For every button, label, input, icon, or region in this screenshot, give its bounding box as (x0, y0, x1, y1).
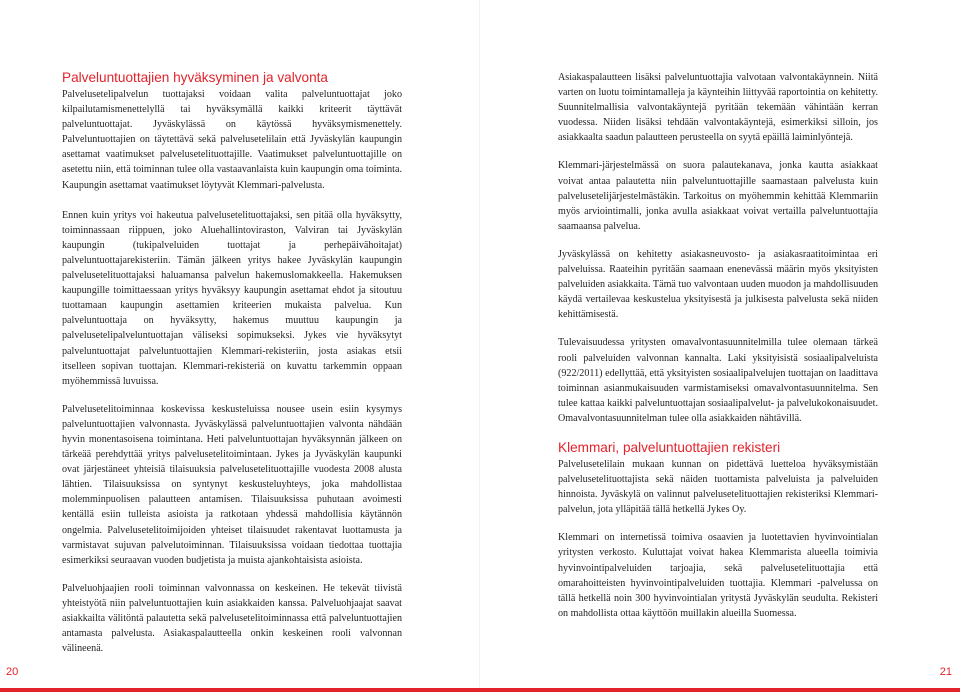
intro-paragraph: Palvelusetelipalvelun tuottajaksi voidaan valita palveluntuottajat joko kilpailutamismenettelyllä tai hyväksymällä kaikki kriteerit täyttävät palveluntuottajat. Jyväskylässä on käytössä hyväksymismenettely. Palveluntuottajien on täytettävä sekä palvelusetelilain että Jyväskylän kaupungin asettamat vaatimukset palvelusetelituottajille. Vaatimukset palveluntuottajille on asetettu niin, että toiminnan tulee olla vastaavanlaista kuin kaupungin oma toiminta. Kaupungin asettamat vaatimukset löytyvät Klemmari-palvelusta. (62, 89, 402, 191)
section-heading-approval: Palveluntuottajien hyväksyminen ja valvonta (62, 70, 328, 85)
body-paragraph: Tulevaisuudessa yritysten omavalvontasuunnitelmilla tulee olemaan tärkeä rooli palveluiden valvonnan kannalta. Laki yksityisistä sosiaalipalveluista (922/2011) edellyttää, että yksityisten sosiaalipalvelujen tuottajan on laadittava toiminnan asianmukaisuuden varmistamiseksi omavalvontasuunnitelma. Sen tulee kattaa kaikki palveluntuottajan sosiaalipalvelut- ja palvelukokonaisuudet. Omavalvontasuunnitelman tulee olla asiakkaiden nähtävillä. (558, 337, 878, 424)
bottom-accent-rule (0, 688, 960, 692)
body-paragraph: Klemmari-järjestelmässä on suora palautekanava, jonka kautta asiakkaat voivat antaa palautetta niin palveluntuottajille saamastaan palvelusta kuin palvelusetelijärjestelmästäkin. Tarkoitus on myöhemmin kehittää Klemmariin myös arviointimalli, jonka avulla asiakkaat voivat vertailla palveluntuottajia saamaansa palvelua. (558, 160, 878, 232)
page-number-left: 20 (6, 666, 19, 678)
body-paragraph: Palvelusetelilain mukaan kunnan on pidettävä luetteloa hyväksymistään palvelusetelituottajista sekä näiden tuottamista palveluista ja palveluiden hinnoista. Jyväskylä on valinnut palvelusetelituottajien rekisteriksi Klemmari-palvelun, jota ylläpitää tällä hetkellä Jykes Oy. (558, 458, 878, 516)
left-column (62, 70, 402, 669)
body-paragraph: Asiakaspalautteen lisäksi palveluntuottajia valvotaan valvontakäynnein. Niitä varten on luotu toimintamalleja ja käynteihin liittyvää raportointia on kehitetty. Suunnitelmallisia valvontakäyntejä pyritään tekemään vähintään kerran vuodessa. Niiden lisäksi tehdään valvontakäyntejä, esimerkiksi silloin, jos asiakkaalta saadun palautteen perusteella on syytä epäillä laiminlyöntejä. (558, 72, 878, 144)
body-paragraph: Palveluohjaajien rooli toiminnan valvonnassa on keskeinen. He tekevät tiivistä yhteistyötä niin palveluntuottajien kuin asiakkaiden kanssa. Palveluohjaajat saavat asiakkailta välitöntä palautetta sekä palvelusetelitoiminnassa että palveluntuottajien antamasta palvelusta. Asiakaspalautteella onkin keskeinen rooli valvonnan välineenä. (62, 582, 402, 655)
body-paragraph: Klemmari on internetissä toimiva osaavien ja luotettavien hyvinvointialan yritysten verkosto. Kuluttajat voivat hakea Klemmarista alueella toimivia hyvinvointipalveluiden tarjoajia, sekä palvelusetelituottajia että omarahoitteisten hyvinvointipalveluiden tuottajia. Klemmari -palvelussa on tällä hetkellä noin 300 hyvinvointialan yritystä Jyväskylän seudulta. Rekisteri on mahdollista ottaa käyttöön muillakin alueilla Suomessa. (558, 532, 878, 619)
right-column (558, 70, 878, 634)
right-page (480, 0, 960, 692)
body-paragraph: Ennen kuin yritys voi hakeutua palvelusetelituottajaksi, sen pitää olla hyväksytty, toiminnassaan riippuen, joko Aluehallintoviraston, Valviran tai Jyväskylän kaupungin (tukipalveluiden tuottajat ja perhepäivähoitajat) palveluntuottajarekisteriin. Tämän jälkeen yritys hakee Jyväskylän kaupungin palvelusetelituottajaksi haluamansa palvelun hakemuslomakkeella. Hakemuksen kaupungille toimittaessaan yritys hyväksyy kaupungin asettamat ehdot ja sitoutuu tuottamaan kaupungin asettamien kriteerien mukaista palvelua. Kun palveluntuottaja on hyväksytty, hakemus muuttuu kaupungin ja palvelusetelipalveluntuottajan väliseksi sopimukseksi. Jykes vie hyväksytyt palveluntuottajat palveluntuottajien Klemmari-rekisteriin, josta asiakas etsii itselleen sopivan tuottajan. Klemmari-rekisteriä on kuvattu tarkemmin oppaan myöhemmissä luvuissa. (62, 209, 402, 387)
body-paragraph: Jyväskylässä on kehitetty asiakasneuvosto- ja asiakasraatitoimintaa eri palveluissa. Raateihin pyritään saamaan enenevässä määrin myös yksityisten palveluiden asiakkaita. Tämä tuo valvontaan uuden muodon ja mahdollisuuden käydä vertailevaa keskustelua yksityisestä ja julkisesta palvelusta sekä niiden kehittämisestä. (558, 248, 878, 321)
section-heading-registry: Klemmari, palveluntuottajien rekisteri (558, 439, 781, 455)
page-number-right: 21 (939, 666, 952, 678)
body-paragraph: Palvelusetelitoiminnaa koskevissa keskusteluissa nousee usein esiin kysymys palveluntuottajien valvonnasta. Jyväskylässä palveluntuottajien valvonta nähdään hyvin monentasoisena toimintana. Heti palveluntuottajan hyväksynnän jälkeen on tärkeää perehdyttää yritys palvelusetelitoimintaan. Jykes ja Jyväskylän kaupunki ovat järjestäneet yhteisiä tilaisuuksia palvelusetelituottajille vuodesta 2008 alusta lähtien. Tilaisuuksissa on syntynyt keskusteluyhteys, joka mahdollistaa molemminpuolisen palautteen antamisen. Tilaisuuksissa puhutaan avoimesti kentällä esiin tulleista asioista ja ratkotaan yhdessä mahdollisia käytännön ongelmia. Palvelusetelitoimijoiden yhteiset tilaisuudet rakentavat luottamusta ja varmistavat sujuvan palvelutoiminnan. Tilaisuuksissa voidaan tiedottaa tuottajia esimerkiksi seuraavan vuoden budjetista ja muista ajankohtaisista asioista. (62, 403, 402, 566)
intro-block (62, 87, 402, 193)
